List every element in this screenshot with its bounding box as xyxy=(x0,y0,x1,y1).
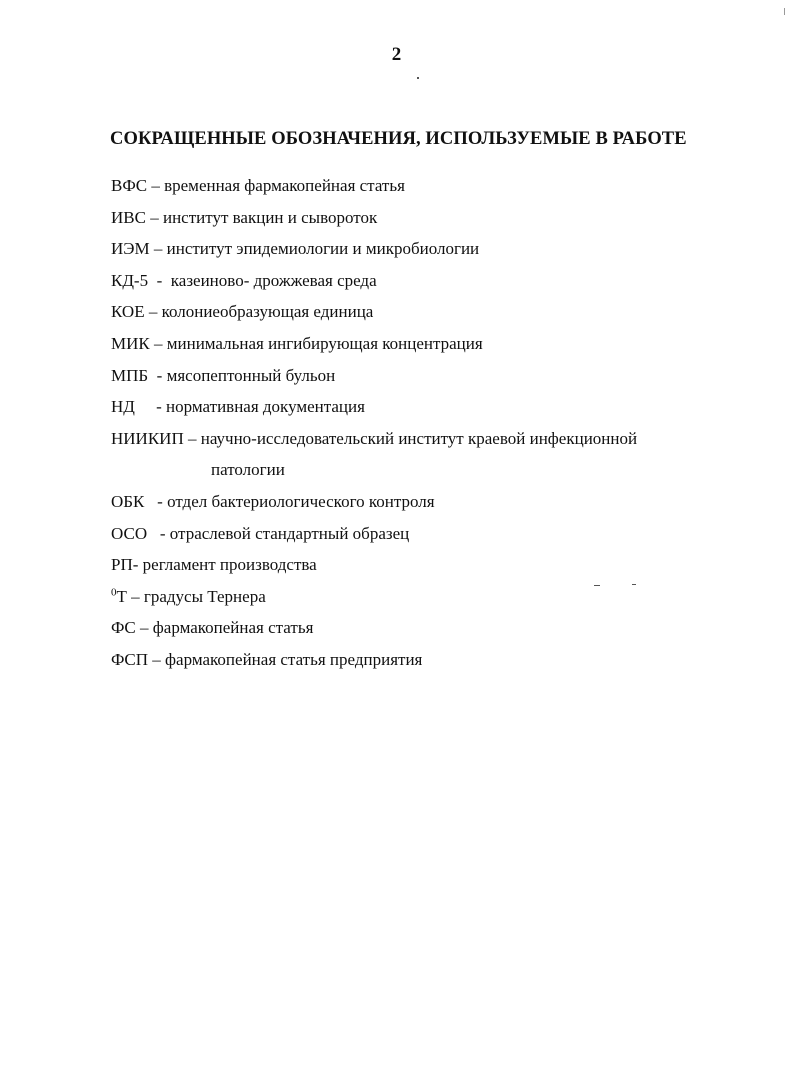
abbreviation-term: ИЭМ xyxy=(111,239,150,259)
abbreviation-term: ОБК xyxy=(111,491,145,511)
list-item xyxy=(111,486,751,518)
abbreviation-definition: фармакопейная статья предприятия xyxy=(165,649,423,669)
abbreviation-definition: институт эпидемиологии и микробиологии xyxy=(166,239,480,259)
abbreviation-term: ВФС xyxy=(111,176,148,195)
abbreviation-definition: регламент производства xyxy=(142,555,317,575)
list-item xyxy=(111,233,751,265)
separator: – xyxy=(135,618,153,638)
abbreviation-definition: отраслевой стандартный образец xyxy=(169,523,410,543)
list-item xyxy=(111,202,751,234)
scan-speck xyxy=(417,77,419,79)
abbreviation-definition: казеиново- дрожжевая среда xyxy=(170,270,377,290)
scan-speck xyxy=(784,8,785,15)
list-item-continuation xyxy=(111,454,751,486)
abbreviation-term: КОЕ xyxy=(111,302,145,322)
separator: – xyxy=(147,176,165,195)
separator: - xyxy=(134,397,167,417)
abbreviation-definition: институт вакцин и сывороток xyxy=(162,207,378,227)
list-item xyxy=(111,391,751,423)
list-item xyxy=(111,328,751,360)
abbreviation-term: КД-5 xyxy=(111,270,149,290)
list-item xyxy=(111,360,751,392)
abbreviation-term: ОСО xyxy=(111,523,148,543)
abbreviation-definition: мясопептонный бульон xyxy=(166,365,336,385)
page-number: 2 xyxy=(391,44,402,65)
separator: – xyxy=(149,239,167,259)
list-item xyxy=(111,170,751,202)
list-item xyxy=(111,644,751,676)
abbreviation-term: Т xyxy=(116,586,127,606)
list-item xyxy=(111,581,751,613)
page-title: СОКРАЩЕННЫЕ ОБОЗНАЧЕНИЯ, ИСПОЛЬЗУЕМЫЕ В РАБОТЕ xyxy=(110,129,687,149)
separator: - xyxy=(148,270,171,290)
abbreviation-term: МПБ xyxy=(111,365,149,385)
abbreviation-definition: колониеобразующая единица xyxy=(161,302,374,322)
list-item xyxy=(111,265,751,297)
degree-superscript: 0 xyxy=(111,586,117,599)
separator: - xyxy=(144,491,168,511)
list-item xyxy=(111,518,751,550)
abbreviation-list xyxy=(111,170,751,676)
abbreviation-term: МИК xyxy=(111,333,150,353)
list-item xyxy=(111,549,751,581)
separator: – xyxy=(126,586,144,606)
abbreviation-term: ФСП xyxy=(111,649,149,669)
list-item xyxy=(111,423,751,455)
abbreviation-definition: отдел бактериологического контроля xyxy=(167,491,435,511)
list-item xyxy=(111,296,751,328)
abbreviation-definition-continuation: патологии xyxy=(211,460,285,480)
abbreviation-term: ИВС xyxy=(111,207,146,227)
abbreviation-term: НД xyxy=(111,397,135,417)
abbreviation-term: РП xyxy=(111,555,133,575)
separator: – xyxy=(145,207,163,227)
abbreviation-definition: минимальная ингибирующая концентрация xyxy=(166,333,483,353)
abbreviation-term: НИИКИП xyxy=(111,428,184,448)
abbreviation-definition: фармакопейная статья xyxy=(152,618,314,638)
separator: - xyxy=(148,365,167,385)
list-item xyxy=(111,612,751,644)
separator: – xyxy=(183,428,201,448)
abbreviation-definition: научно-исследовательский институт краевой инфекционной xyxy=(200,428,638,448)
abbreviation-term: ФС xyxy=(111,618,136,638)
abbreviation-definition: градусы Тернера xyxy=(143,586,266,606)
separator: – xyxy=(144,302,162,322)
separator: - xyxy=(132,555,143,575)
separator: - xyxy=(147,523,170,543)
abbreviation-definition: нормативная документация xyxy=(166,397,365,417)
separator: – xyxy=(148,649,166,669)
abbreviation-definition: временная фармакопейная статья xyxy=(164,176,405,195)
separator: – xyxy=(149,333,167,353)
